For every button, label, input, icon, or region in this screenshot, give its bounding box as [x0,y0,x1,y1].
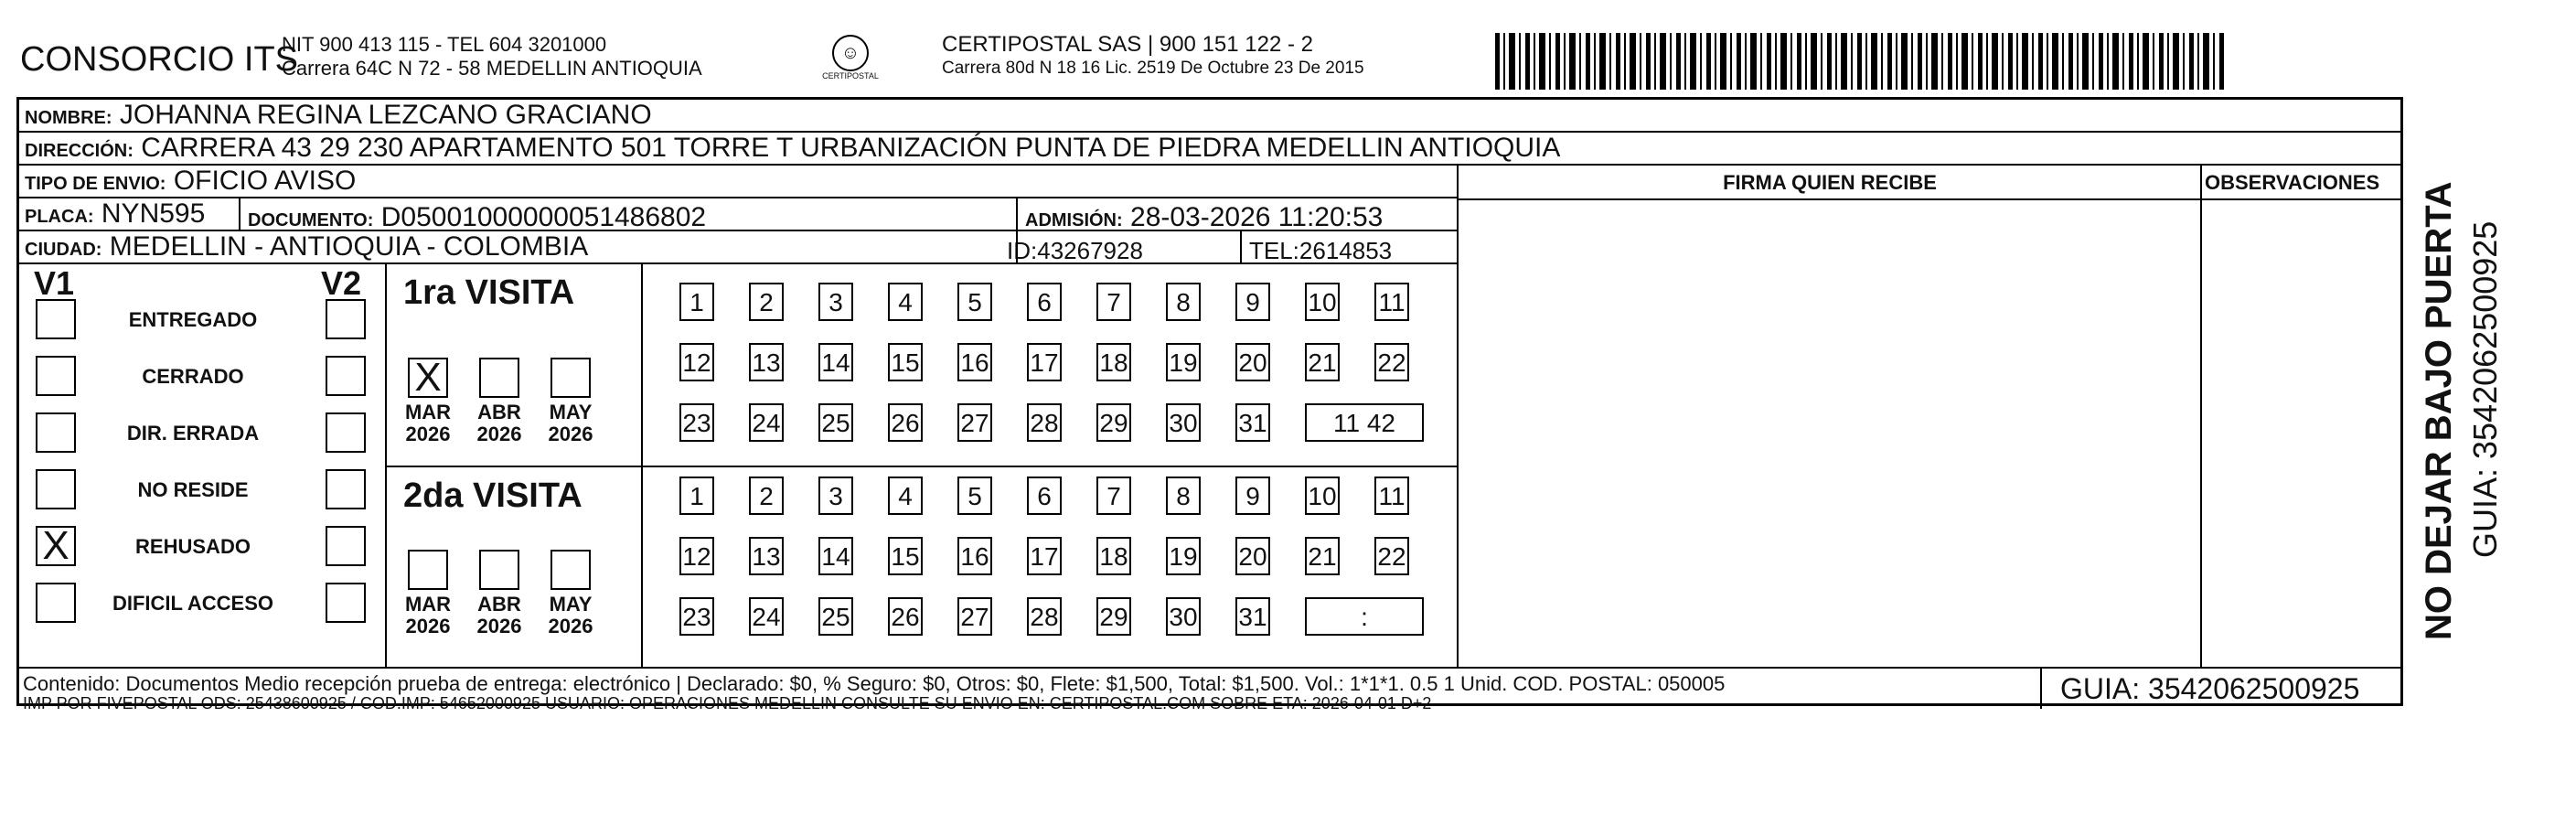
day-box[interactable]: 25 [818,597,853,636]
v1-header: V1 [34,264,75,302]
day-box[interactable]: 28 [1027,597,1062,636]
day-box[interactable]: 31 [1235,403,1270,442]
status-option-label: CERRADO [142,365,244,388]
placa-label: PLACA: [25,207,94,227]
month-checkbox[interactable] [408,550,448,590]
footer-line2: IMP POR FIVEPOSTAL ODS: 25438600925 / COD.IMP: 54652000925 USUARIO: OPERACIONES MEDELLIN CONSULTE SU ENVIO EN: CERTIPOSTAL.COM SOBRE ETA: 2026-04-01 D+2 [23,694,1432,712]
month-label: MAY 2026 [548,401,593,445]
documento-field [248,202,706,233]
day-box[interactable]: 26 [888,403,923,442]
day-box[interactable]: 3 [818,477,853,515]
company-address: Carrera 64C N 72 - 58 MEDELLIN ANTIOQUIA [282,57,702,80]
day-box[interactable]: 19 [1166,343,1201,381]
admision-field [1025,202,1383,233]
day-box[interactable]: 4 [888,477,923,515]
day-box[interactable]: 18 [1096,537,1131,575]
first-visit-title: 1ra VISITA [403,273,575,312]
day-box[interactable]: 5 [957,283,992,321]
company-nit: NIT 900 413 115 - TEL 604 3201000 [282,33,607,56]
firma-header: FIRMA QUIEN RECIBE [1723,171,1937,194]
direccion-value: CARRERA 43 29 230 APARTAMENTO 501 TORRE T URBANIZACIÓN PUNTA DE PIEDRA MEDELLIN ANTIOQUIA [141,133,1561,163]
day-box[interactable]: 4 [888,283,923,321]
day-box[interactable]: 17 [1027,537,1062,575]
day-box[interactable]: 24 [749,403,784,442]
day-box[interactable]: 31 [1235,597,1270,636]
day-box[interactable]: 20 [1235,343,1270,381]
day-box[interactable]: 30 [1166,403,1201,442]
v1-checkbox[interactable]: X [36,526,76,566]
tipo-label: TIPO DE ENVIO: [25,174,166,194]
tel-label: TEL: [1249,237,1299,264]
month-checkbox[interactable] [550,358,591,398]
id-value: 43267928 [1037,237,1143,264]
status-option-label: ENTREGADO [128,308,258,331]
month-label: MAR 2026 [404,401,452,445]
time-box[interactable]: : [1305,597,1424,636]
month-label: ABR 2026 [476,593,522,637]
time-box[interactable]: 11 42 [1305,403,1424,442]
day-box[interactable]: 12 [679,537,714,575]
v2-header: V2 [321,264,362,302]
day-box[interactable]: 15 [888,343,923,381]
ciudad-value: MEDELLIN - ANTIOQUIA - COLOMBIA [109,231,589,262]
month-checkbox[interactable] [479,550,519,590]
month-label: MAY 2026 [548,593,593,637]
documento-value: D05001000000051486802 [380,202,707,232]
day-box[interactable]: 5 [957,477,992,515]
second-visit-title: 2da VISITA [403,477,583,515]
footer-guia: GUIA: 3542062500925 [2060,672,2360,705]
status-option-label: DIR. ERRADA [126,422,260,444]
ciudad-label: CIUDAD: [25,240,102,260]
month-checkbox[interactable] [479,358,519,398]
day-box[interactable]: 25 [818,403,853,442]
id-field [1007,237,1143,265]
id-label: ID: [1007,237,1038,264]
day-box[interactable]: 6 [1027,477,1062,515]
day-box[interactable]: 23 [679,597,714,636]
v1-checkbox[interactable] [36,299,76,339]
day-box[interactable]: 29 [1096,597,1131,636]
day-box[interactable]: 23 [679,403,714,442]
day-box[interactable]: 11 [1374,283,1409,321]
day-box[interactable]: 14 [818,343,853,381]
v2-checkbox[interactable] [326,356,366,396]
company-info [282,33,702,80]
day-box[interactable]: 1 [679,477,714,515]
month-checkbox[interactable]: X [408,358,448,398]
barcode [1495,33,2227,90]
day-box[interactable]: 28 [1027,403,1062,442]
tel-value: 2614853 [1299,237,1393,264]
day-box[interactable]: 15 [888,537,923,575]
carrier-name: CERTIPOSTAL SAS | 900 151 122 - 2 [942,32,1313,57]
day-box[interactable]: 7 [1096,283,1131,321]
status-option-label: NO RESIDE [137,478,249,501]
day-box[interactable]: 21 [1305,537,1340,575]
day-box[interactable]: 21 [1305,343,1340,381]
day-box[interactable]: 9 [1235,283,1270,321]
day-box[interactable]: 8 [1166,283,1201,321]
day-box[interactable]: 6 [1027,283,1062,321]
v2-checkbox[interactable] [326,412,366,453]
day-box[interactable]: 10 [1305,477,1340,515]
day-box[interactable]: 1 [679,283,714,321]
direccion-label: DIRECCIÓN: [25,141,134,161]
tel-field [1249,237,1392,265]
month-checkbox[interactable] [550,550,591,590]
v2-checkbox[interactable] [326,469,366,509]
footer-line1: Contenido: Documentos Medio recepción prueba de entrega: electrónico | Declarado: $0, % Seguro: $0, Otros: $0, Flete: $1,500, Total: $1,500. Vol.: 1*1*1. 0.5 1 Unid. COD. POSTAL: 050005 [23,672,1726,695]
day-box[interactable]: 22 [1374,537,1409,575]
carrier-info [942,33,1364,80]
v2-checkbox[interactable] [326,299,366,339]
day-box[interactable]: 13 [749,537,784,575]
day-box[interactable]: 27 [957,403,992,442]
day-box[interactable]: 13 [749,343,784,381]
v2-checkbox[interactable] [326,526,366,566]
logo-text: CERTIPOSTAL [822,71,879,80]
v1-checkbox[interactable] [36,412,76,453]
month-label: MAR 2026 [404,593,452,637]
certipostal-logo [818,35,882,90]
carrier-address: Carrera 80d N 18 16 Lic. 2519 De Octubre 23 De 2015 [942,59,1364,78]
direccion-row [19,133,2400,166]
day-box[interactable]: 19 [1166,537,1201,575]
day-box[interactable]: 26 [888,597,923,636]
v2-checkbox[interactable] [326,583,366,623]
day-box[interactable]: 14 [818,537,853,575]
v1-checkbox[interactable] [36,469,76,509]
admision-label: ADMISIÓN: [1025,210,1123,230]
admision-value: 28-03-2026 11:20:53 [1130,202,1384,232]
nombre-label: NOMBRE: [25,108,112,128]
day-box[interactable]: 16 [957,537,992,575]
day-box[interactable]: 11 [1374,477,1409,515]
v1-checkbox[interactable] [36,356,76,396]
company-name: CONSORCIO ITS [20,40,299,79]
day-box[interactable]: 12 [679,343,714,381]
placa-value: NYN595 [101,198,206,229]
documento-label: DOCUMENTO: [248,210,374,230]
day-box[interactable]: 30 [1166,597,1201,636]
observaciones-header: OBSERVACIONES [2205,171,2380,194]
tipo-value: OFICIO AVISO [173,166,357,196]
day-box[interactable]: 27 [957,597,992,636]
day-box[interactable]: 7 [1096,477,1131,515]
status-option-label: DIFICIL ACCESO [112,592,273,615]
day-box[interactable]: 24 [749,597,784,636]
side-guia: GUIA: 3542062500925 [2466,220,2504,558]
nombre-value: JOHANNA REGINA LEZCANO GRACIANO [119,100,652,130]
day-box[interactable]: 9 [1235,477,1270,515]
day-box[interactable]: 16 [957,343,992,381]
day-box[interactable]: 3 [818,283,853,321]
day-box[interactable]: 22 [1374,343,1409,381]
day-box[interactable]: 17 [1027,343,1062,381]
day-box[interactable]: 2 [749,283,784,321]
side-warning: NO DEJAR BAJO PUERTA [2419,181,2459,640]
nombre-row [19,100,2400,133]
day-box[interactable]: 8 [1166,477,1201,515]
day-box[interactable]: 29 [1096,403,1131,442]
v1-checkbox[interactable] [36,583,76,623]
delivery-form [16,97,2403,712]
day-box[interactable]: 18 [1096,343,1131,381]
tipo-row [19,166,1457,198]
status-option-label: REHUSADO [135,535,251,558]
day-box[interactable]: 2 [749,477,784,515]
day-box[interactable]: 10 [1305,283,1340,321]
month-label: ABR 2026 [476,401,522,445]
day-box[interactable]: 20 [1235,537,1270,575]
logo-icon: ☺ [832,35,869,71]
